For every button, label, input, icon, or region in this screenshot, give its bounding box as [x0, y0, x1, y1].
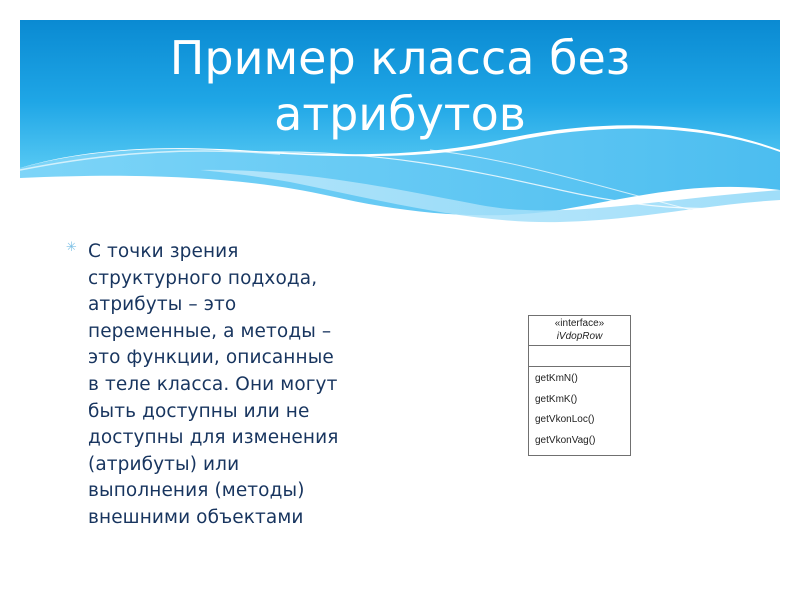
uml-method: getVkonVag(): [535, 434, 596, 446]
uml-method: getKmK(): [535, 393, 578, 405]
uml-class-box: [528, 315, 631, 456]
uml-method: getKmN(): [535, 373, 578, 384]
uml-stereotype: «interface»: [554, 318, 605, 329]
bullet-star-icon: ✳: [66, 240, 77, 255]
uml-class-header: [529, 316, 630, 346]
bullet-text: С точки зрения структурного подхода, атрибуты – это переменные, а методы – это функции, описанные в теле класса. Они могут быть доступны или не доступны для изменения (атрибуты) или выполнения (методы) внешними объектами: [88, 241, 339, 528]
slide-title: Пример класса без атрибутов: [169, 31, 631, 141]
uml-method: getVkonLoc(): [535, 414, 595, 425]
uml-methods-compartment: [529, 367, 630, 455]
bullet-item: [66, 239, 396, 532]
uml-attributes-compartment: [529, 346, 630, 367]
uml-class-name: iVdopRow: [556, 331, 603, 342]
